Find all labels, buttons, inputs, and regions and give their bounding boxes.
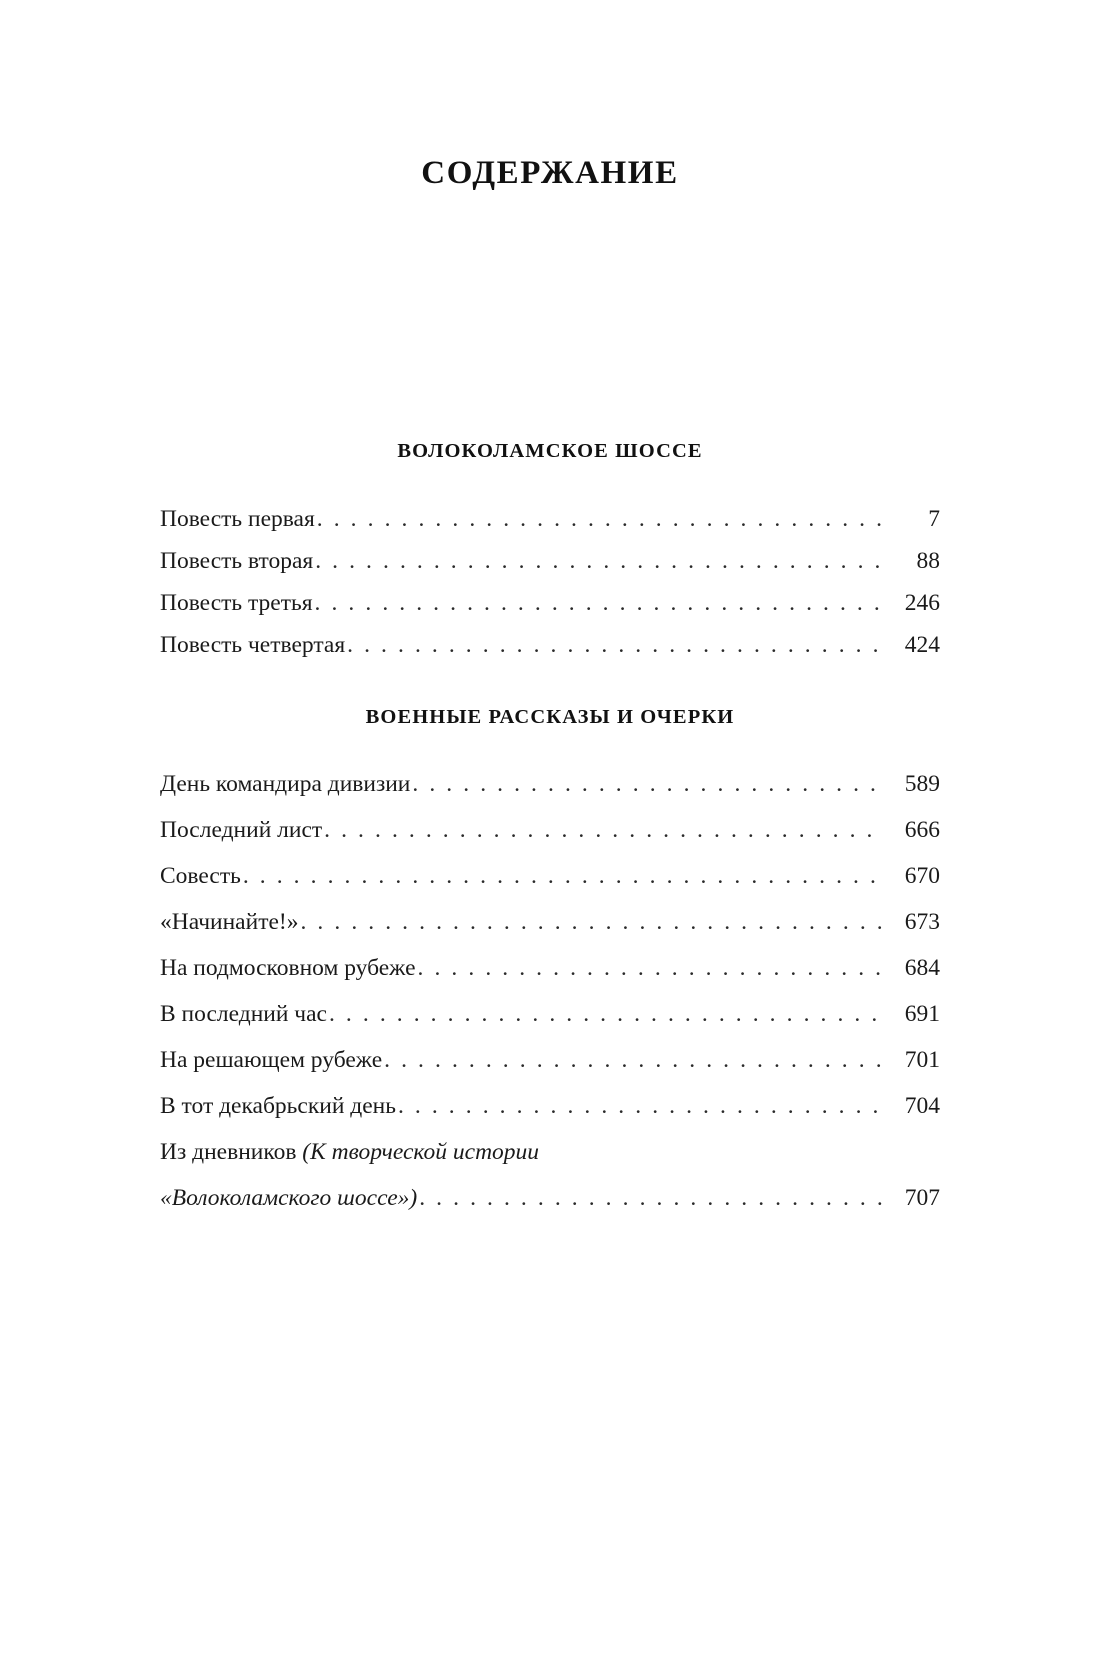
toc-entry-page: 673 (904, 909, 940, 935)
dot-leader (315, 582, 882, 624)
toc-entry-label: «Начинайте!» (160, 909, 299, 935)
toc-entry-page: 589 (904, 771, 940, 797)
toc-content (160, 440, 940, 1221)
toc-entry-label: Повесть первая (160, 506, 315, 532)
toc-entry-page: 691 (904, 1001, 940, 1027)
dot-leader (347, 624, 882, 666)
toc-entry[interactable] (160, 498, 940, 540)
section-divider-space (160, 666, 940, 706)
section-entries-volokolamskoe-shosse (160, 498, 940, 666)
dot-leader (317, 498, 882, 540)
toc-entry-page: 704 (904, 1093, 940, 1119)
dot-leader (324, 807, 882, 853)
toc-entry-multiline[interactable] (160, 1129, 940, 1221)
toc-entry-page: 7 (928, 506, 940, 532)
dot-leader (419, 1175, 882, 1221)
toc-entry-page: 88 (916, 548, 940, 574)
dot-leader (398, 1083, 882, 1129)
section-entries-voennye-rasskazy-i-ocherki (160, 761, 940, 1221)
toc-entry[interactable] (160, 582, 940, 624)
toc-entry[interactable] (160, 991, 940, 1037)
toc-entry-page: 424 (904, 632, 940, 658)
toc-entry-page: 666 (904, 817, 940, 843)
toc-entry-page: 684 (904, 955, 940, 981)
toc-entry[interactable] (160, 945, 940, 991)
toc-entry[interactable] (160, 1037, 940, 1083)
toc-entry-page: 670 (904, 863, 940, 889)
dot-leader (243, 853, 882, 899)
toc-entry[interactable] (160, 899, 940, 945)
toc-entry-label: Совесть (160, 863, 241, 889)
toc-entry[interactable] (160, 1083, 940, 1129)
section-header-voennye-rasskazy-i-ocherki: ВОЕННЫЕ РАССКАЗЫ И ОЧЕРКИ (365, 706, 735, 728)
toc-entry-label: Повесть четвертая (160, 632, 346, 658)
toc-entry[interactable] (160, 624, 940, 666)
dot-leader (315, 540, 882, 582)
toc-entry-label-line-one (160, 1129, 940, 1175)
toc-entry-label: Последний лист (160, 817, 323, 843)
toc-entry-label: На решающем рубеже (160, 1047, 383, 1073)
toc-entry-label-line-two (160, 1175, 940, 1221)
toc-entry-label-italic-continued: «Волоколамского шоссе») (160, 1185, 418, 1211)
dot-leader (418, 945, 882, 991)
toc-entry-label: В тот декабрьский день (160, 1093, 396, 1119)
dot-leader (412, 761, 882, 807)
dot-leader (329, 991, 882, 1037)
toc-entry-page: 707 (904, 1185, 940, 1211)
page-title: СОДЕРЖАНИЕ (421, 155, 679, 191)
toc-entry-label-italic: (К творческой истории (302, 1139, 540, 1165)
dot-leader (300, 899, 882, 945)
toc-entry-label: В последний час (160, 1001, 327, 1027)
dot-leader (384, 1037, 882, 1083)
toc-entry[interactable] (160, 853, 940, 899)
toc-entry[interactable] (160, 807, 940, 853)
toc-entry-label-plain: Из дневников (160, 1139, 303, 1165)
toc-entry-label: Повесть вторая (160, 548, 314, 574)
toc-entry-page: 246 (904, 590, 940, 616)
toc-entry-label: На подмосковном рубеже (160, 955, 416, 981)
section-header-volokolamskoe-shosse: ВОЛОКОЛАМСКОЕ ШОССЕ (397, 440, 703, 462)
toc-entry-label: Повесть третья (160, 590, 313, 616)
toc-entry-label: День командира дивизии (160, 771, 411, 797)
toc-entry-page: 701 (904, 1047, 940, 1073)
toc-entry[interactable] (160, 540, 940, 582)
toc-entry[interactable] (160, 761, 940, 807)
